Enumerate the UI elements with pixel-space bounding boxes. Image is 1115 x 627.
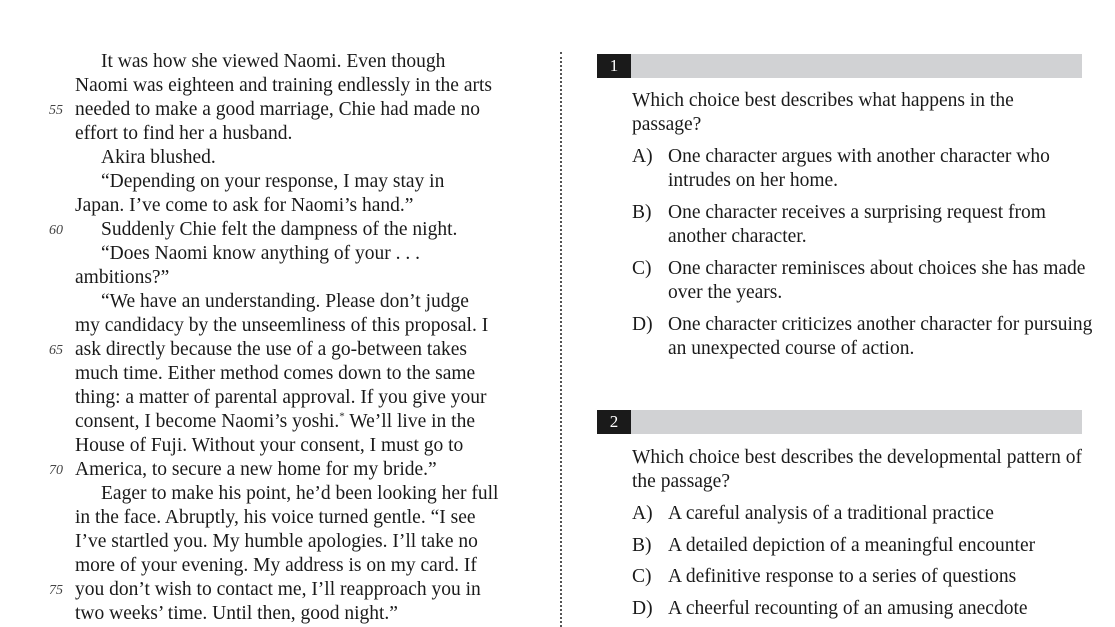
choice-letter: B): [632, 535, 652, 556]
line-text: Akira blushed.: [101, 147, 216, 168]
choice-letter: D): [632, 598, 653, 619]
line-text: effort to find her a husband.: [75, 123, 293, 144]
question-2-number: 2: [597, 410, 631, 434]
passage-line: [0, 314, 540, 338]
passage-line: [0, 290, 540, 314]
passage: [0, 50, 540, 626]
line-text-after: We’ll live in the: [344, 411, 475, 432]
line-text: needed to make a good marriage, Chie had made no: [75, 99, 481, 120]
passage-line: [0, 146, 540, 170]
line-text: I’ve startled you. My humble apologies. I’ll take no: [75, 531, 478, 552]
passage-line: [0, 458, 540, 482]
passage-line: [0, 50, 540, 74]
column-divider: [560, 52, 562, 627]
line-text: Naomi was eighteen and training endlessly in the arts: [75, 75, 492, 96]
passage-line: [0, 602, 540, 626]
line-text: in the face. Abruptly, his voice turned gentle. “I see: [75, 507, 476, 528]
line-number: 65: [49, 343, 63, 358]
choice-text: A definitive response to a series of questions: [668, 566, 1017, 587]
choice-letter: B): [632, 202, 652, 223]
question-1-number: 1: [597, 54, 631, 78]
passage-line: [0, 74, 540, 98]
choice-letter: C): [632, 258, 652, 279]
line-number: 60: [49, 223, 63, 238]
line-text: Japan. I’ve come to ask for Naomi’s hand.”: [75, 195, 414, 216]
line-text: two weeks’ time. Until then, good night.”: [75, 603, 398, 624]
passage-line: [0, 410, 540, 434]
line-text: thing: a matter of parental approval. If you give your: [75, 387, 487, 408]
passage-line: [0, 506, 540, 530]
line-number: 55: [49, 103, 63, 118]
line-number: 70: [49, 463, 63, 478]
passage-line: [0, 386, 540, 410]
line-text: Eager to make his point, he’d been looking her full: [101, 483, 499, 504]
choice-letter: A): [632, 146, 653, 167]
line-text: America, to secure a new home for my bride.”: [75, 459, 437, 480]
line-text: ask directly because the use of a go-between takes: [75, 339, 467, 360]
line-text: my candidacy by the unseemliness of this proposal. I: [75, 315, 489, 336]
line-text: Suddenly Chie felt the dampness of the night.: [101, 219, 458, 240]
passage-line: [0, 362, 540, 386]
footnote-marker: *: [339, 410, 345, 423]
passage-line: [0, 170, 540, 194]
passage-line: [0, 482, 540, 506]
line-text: you don’t wish to contact me, I’ll reapproach you in: [75, 579, 481, 600]
choice-text: One character receives a surprising request from another character.: [668, 202, 1046, 247]
passage-line: [0, 434, 540, 458]
choice-text: A careful analysis of a traditional practice: [668, 503, 994, 524]
passage-line: [0, 218, 540, 242]
choice-text: One character argues with another character who intrudes on her home.: [668, 146, 1050, 191]
question-2-stem: Which choice best describes the developmental pattern of the passage?: [632, 447, 1082, 492]
line-text: “Does Naomi know anything of your . . .: [101, 243, 420, 264]
choice-text: One character criticizes another character for pursuing an unexpected course of action.: [668, 314, 1093, 359]
passage-line: [0, 194, 540, 218]
passage-line: [0, 122, 540, 146]
passage-line: [0, 98, 540, 122]
choice-letter: C): [632, 566, 652, 587]
line-text: [75, 410, 475, 434]
choice-letter: A): [632, 503, 653, 524]
passage-line: [0, 242, 540, 266]
passage-line: [0, 338, 540, 362]
line-text: much time. Either method comes down to the same: [75, 363, 476, 384]
line-text: “Depending on your response, I may stay in: [101, 171, 445, 192]
question-2-header-bar: [597, 410, 1082, 434]
line-text: It was how she viewed Naomi. Even though: [101, 51, 446, 72]
choice-text: A cheerful recounting of an amusing anecdote: [668, 598, 1028, 619]
passage-line: [0, 530, 540, 554]
question-1-header-bar: [597, 54, 1082, 78]
passage-line: [0, 578, 540, 602]
passage-line: [0, 554, 540, 578]
line-text: ambitions?”: [75, 267, 170, 288]
line-text: “We have an understanding. Please don’t judge: [101, 291, 469, 312]
line-text: more of your evening. My address is on my card. If: [75, 555, 477, 576]
choice-text: A detailed depiction of a meaningful encounter: [668, 535, 1036, 556]
passage-line: [0, 266, 540, 290]
line-number: 75: [49, 583, 63, 598]
line-text-main: consent, I become Naomi’s yoshi.: [75, 411, 340, 432]
choice-text: One character reminisces about choices she has made over the years.: [668, 258, 1086, 303]
choice-letter: D): [632, 314, 653, 335]
question-1-stem: Which choice best describes what happens in the passage?: [632, 90, 1014, 135]
line-text: House of Fuji. Without your consent, I must go to: [75, 435, 464, 456]
